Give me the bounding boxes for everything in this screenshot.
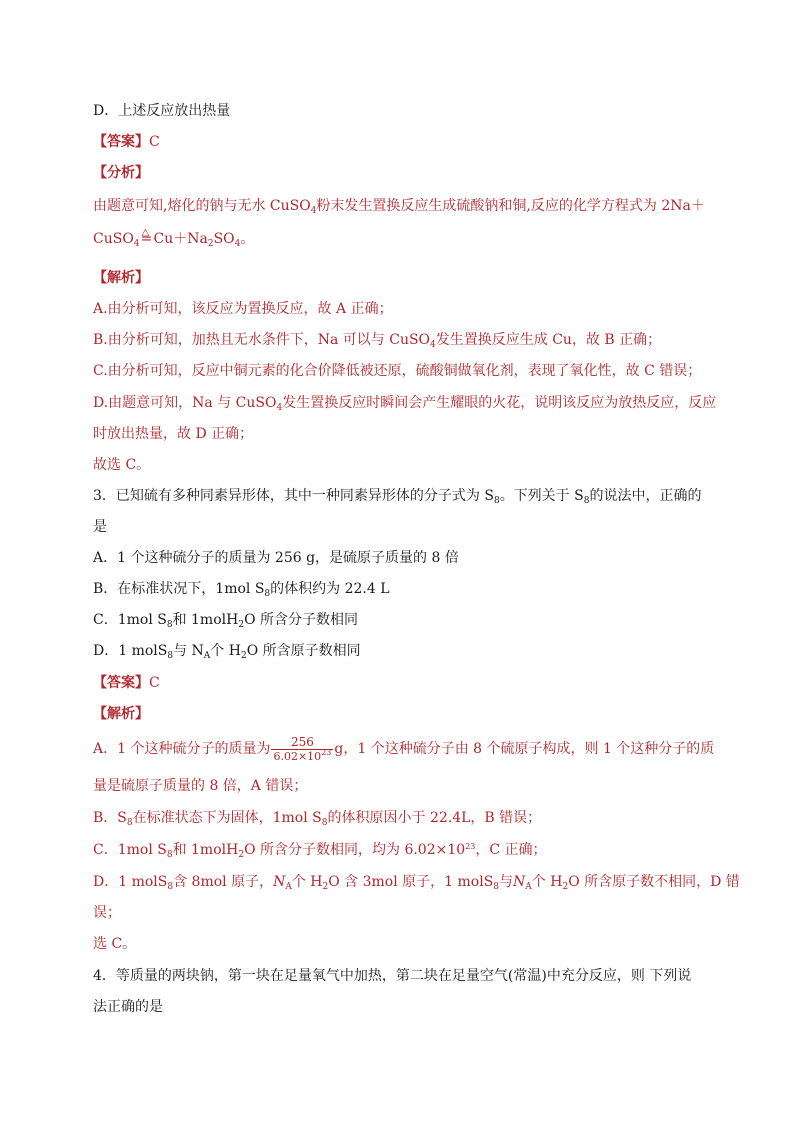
q2-explain-d: D.由题意可知，Na 与 CuSO$_4$发生置换反应时瞬间会产生耀眼的火花，说明该反应为放热反应，反应 [93, 395, 717, 413]
q2-explain-b: B.由分析可知，加热且无水条件下，Na 可以与 CuSO$_4$发生置换反应生成 Cu，故 B 正确； [93, 332, 662, 350]
q2-explain-c: C.由分析可知，反应中铜元素的化合价降低被还原，硫酸铜做氧化剂，表现了氧化性，故 C 错误； [93, 363, 702, 379]
q3-explain-a: A．1 个这种硫分子的质量为 $\frac{256}{6.02\times 10^{23}}$ g，1 个这种硫分子由 8 个硫原子构成，则 1 个这种分子的质 [93, 734, 715, 763]
q3-stem-cont: 是 [93, 519, 107, 535]
q3-stem: 3．已知硫有多种同素异形体，其中一种同素异形体的分子式为 $S_8$。下列关于 $S_8$的说法中，正确的 [93, 488, 702, 506]
q2-analysis-text: 由题意可知,熔化的钠与无水 CuSO$_4$粉末发生置换反应生成硫酸钠和铜,反应的化学方程式为 2Na＋ [93, 198, 705, 216]
q3-option-d: D．1 molS$_8$与 $N_A$个 $H_2O$ 所含原子数相同 [93, 643, 361, 661]
q3-option-c: C．1mol $S_8$和 1molH$_2$O 所含分子数相同 [93, 612, 358, 630]
q2-explain-d-cont: 时放出热量，故 D 正确； [93, 426, 254, 442]
q3-answer: 【答案】C [93, 675, 160, 691]
q2-explain-a: A.由分析可知，该反应为置换反应，故 A 正确； [93, 301, 393, 317]
q2-equation: CuSO$_4$△ = $Cu+Na_2SO_4$。 [93, 229, 254, 249]
q3-conclusion: 选 C。 [93, 936, 137, 952]
mass-fraction: $\frac{256}{6.02\times 10^{23}}$ [273, 734, 332, 763]
q2-option-d: D．上述反应放出热量 [93, 103, 231, 119]
q3-explain-d-cont: 误； [93, 905, 121, 921]
q2-jiexi-label: 【解析】 [93, 270, 149, 286]
q3-explain-c: C．1mol $S_8$和 1molH$_2$O 所含分子数相同，均为 $6.02\times 10^{23}$，C 正确； [93, 842, 547, 860]
q2-answer: 【答案】C [93, 134, 160, 150]
answer-label: 【答案】 [93, 134, 149, 150]
q3-explain-a-cont: 量是硫原子质量的 8 倍，A 错误； [93, 778, 308, 794]
q3-explain-b: B．$S_8$在标准状态下为固体，1mol $S_8$的体积原因小于 22.4L，B 错误； [93, 810, 542, 828]
heat-arrow-icon [140, 229, 154, 249]
q4-stem: 4．等质量的两块钠，第一块在足量氧气中加热，第二块在足量空气(常温)中充分反应，则 下列说 [93, 968, 692, 984]
q2-analysis-label: 【分析】 [93, 165, 149, 181]
q3-option-b: B．在标准状况下，1mol $S_8$的体积约为 22.4 L [93, 581, 390, 599]
q2-conclusion: 故选 C。 [93, 457, 151, 473]
q3-explain-d: D．1 molS$_8$含 8mol 原子，$N_A$个 $H_2O$ 含 3mol 原子，1 molS$_8$与$N_A$个 $H_2O$ 所含原子数不相同，D 错 [93, 874, 740, 892]
q3-option-a: A．1 个这种硫分子的质量为 256 g，是硫原子质量的 8 倍 [93, 550, 459, 566]
q3-jiexi-label: 【解析】 [93, 706, 149, 722]
q4-stem-cont: 法正确的是 [93, 999, 163, 1015]
